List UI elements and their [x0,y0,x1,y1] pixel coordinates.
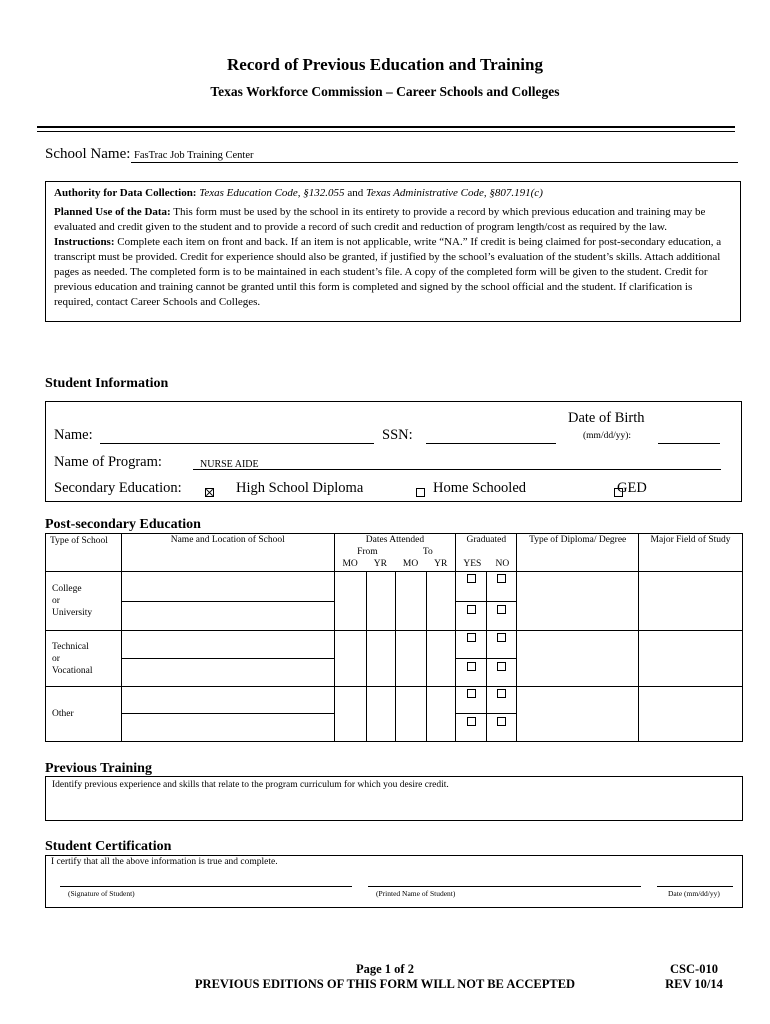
graduated-no-checkbox[interactable] [497,662,506,671]
header-type-of-school: Type of School [46,534,122,572]
group-line: Other [52,709,74,719]
yes-cell [456,687,487,714]
editions-notice: PREVIOUS EDITIONS OF THIS FORM WILL NOT BE ACCEPTED [194,977,576,991]
school-name-cell[interactable] [121,659,334,687]
dob-format: (mm/dd/yy): [583,431,632,441]
from-mo-cell[interactable] [334,572,367,631]
postsecondary-header-row [46,534,743,572]
to-mo-label: MO [402,559,419,569]
to-yr-cell[interactable] [427,572,456,631]
graduated-yes-checkbox[interactable] [467,633,476,642]
student-info-title: Student Information [45,376,169,391]
signature-label: (Signature of Student) [68,889,135,898]
page-number: Page 1 of 2 [356,962,414,976]
major-cell[interactable] [639,572,743,631]
header-major-field: Major Field of Study [639,534,743,572]
high-school-diploma-label: High School Diploma [236,480,364,496]
authority-and: and [344,187,366,199]
graduated-yes-checkbox[interactable] [467,574,476,583]
from-mo-label: MO [342,559,358,569]
ssn-field[interactable] [426,443,556,444]
no-label: NO [495,559,510,569]
major-cell[interactable] [639,687,743,742]
yes-cell [456,659,487,687]
from-yr-cell[interactable] [367,631,396,687]
instructions-text: Complete each item on front and back. If an item is not applicable, write “NA.” If credit is being claimed for post-secondary education, a transcript must be provided. Credit for experience should also be granted, if justified by the school’s evaluation of the student’s skills. Attach additional pages as needed. The completed form is to be maintained in each student’s file. A copy of the completed form will be given to the student. Credit for previous education and training cannot be granted until this form is completed and signed by the school official and the student. If clarification is required, contact Career Schools and Colleges. [54,236,722,308]
from-to-row [335,546,456,558]
diploma-cell[interactable] [517,631,639,687]
ged-label: GED [617,480,647,496]
group-line: or [52,596,60,606]
date-label: Date (mm/dd/yy) [668,889,720,898]
graduated-no-checkbox[interactable] [497,633,506,642]
table-row [46,687,743,714]
from-mo-cell[interactable] [334,631,367,687]
to-yr-cell[interactable] [427,631,456,687]
header-graduated [456,534,517,572]
date-field[interactable] [657,886,733,887]
major-cell[interactable] [639,631,743,687]
group-line: or [52,653,60,664]
group-line: College [52,584,82,594]
mo-yr-row [335,558,456,570]
to-mo-cell[interactable] [396,631,427,687]
education-code: Texas Education Code, §132.055 [199,187,345,199]
to-label: To [422,547,433,557]
yes-label: YES [463,559,482,569]
graduated-no-checkbox[interactable] [497,574,506,583]
previous-training-prompt: Identify previous experience and skills that relate to the program curriculum for which you desire credit. [52,780,449,790]
authority-paragraph [54,186,732,201]
program-underline [193,469,721,470]
ssn-label: SSN: [382,427,413,443]
from-mo-cell[interactable] [334,687,367,742]
form-subtitle: Texas Workforce Commission – Career Schools and Colleges [210,84,560,99]
secondary-education-label: Secondary Education: [54,480,182,496]
table-row [46,572,743,602]
planned-use-text: This form must be used by the school in its entirety to provide a record by which previous education and training may be evaluated and credit given to the student and to provide a record of such credit and reduction of program length/cost as required by the law. [54,206,706,233]
group-line: Vocational [52,665,93,676]
school-name-cell[interactable] [121,572,334,602]
yes-no-row [456,558,516,570]
previous-training-title: Previous Training [45,761,152,776]
previous-training-box[interactable] [45,776,743,821]
group-technical [46,631,122,687]
name-label: Name: [54,427,93,443]
graduated-yes-checkbox[interactable] [467,717,476,726]
header-diploma-type: Type of Diploma/ Degree [517,534,639,572]
no-cell [487,659,517,687]
printed-name-label: (Printed Name of Student) [376,889,456,898]
signature-field[interactable] [60,886,352,887]
graduated-no-checkbox[interactable] [497,689,506,698]
postsecondary-table [45,533,743,742]
program-label: Name of Program: [54,454,162,470]
from-label: From [357,547,378,557]
certification-title: Student Certification [45,839,172,854]
dob-field[interactable] [658,443,720,444]
to-mo-cell[interactable] [396,572,427,631]
graduated-label: Graduated [466,535,507,545]
no-cell [487,714,517,742]
yes-cell [456,631,487,659]
revision: REV 10/14 [665,977,723,991]
postsecondary-title: Post-secondary Education [45,517,201,532]
instructions-paragraph [54,235,732,310]
group-line: Technical [52,641,89,652]
school-name-label: School Name: [45,146,131,162]
certification-statement: I certify that all the above information is true and complete. [51,857,278,867]
no-cell [487,687,517,714]
school-name-cell[interactable] [121,687,334,714]
planned-use-paragraph [54,205,732,235]
form-number: CSC-010 [670,962,718,976]
yes-cell [456,572,487,602]
graduated-yes-checkbox[interactable] [467,662,476,671]
planned-use-label: Planned Use of the Data: [54,206,171,218]
dates-attended-label: Dates Attended [365,535,425,545]
school-name-cell[interactable] [121,631,334,659]
from-yr-cell[interactable] [367,572,396,631]
graduated-no-checkbox[interactable] [497,717,506,726]
program-field[interactable]: NURSE AIDE [200,459,259,470]
header-name-location: Name and Location of School [121,534,334,572]
header-divider [37,126,735,132]
graduated-yes-checkbox[interactable] [467,605,476,614]
yes-cell [456,714,487,742]
school-name-cell[interactable] [121,602,334,631]
no-cell [487,602,517,631]
graduated-no-checkbox[interactable] [497,605,506,614]
school-name-cell[interactable] [121,714,334,742]
to-yr-label: YR [434,559,448,569]
dob-label: Date of Birth [568,410,645,426]
to-yr-cell[interactable] [427,687,456,742]
graduated-yes-checkbox[interactable] [467,689,476,698]
form-title: Record of Previous Education and Training [227,55,543,74]
diploma-cell[interactable] [517,687,639,742]
header-dates-attended [334,534,456,572]
school-name-underline [131,162,738,163]
name-field[interactable] [100,443,374,444]
group-college [46,572,122,631]
table-row [46,631,743,659]
group-other [46,687,122,742]
no-cell [487,572,517,602]
to-mo-cell[interactable] [396,687,427,742]
diploma-cell[interactable] [517,572,639,631]
high-school-diploma-checkbox[interactable] [205,488,214,497]
instructions-label: Instructions: [54,236,115,248]
authority-label: Authority for Data Collection: [54,187,197,199]
home-schooled-checkbox[interactable] [416,488,425,497]
no-cell [487,631,517,659]
admin-code: Texas Administrative Code, §807.191(c) [365,187,543,199]
home-schooled-label: Home Schooled [433,480,527,496]
school-name-field[interactable]: FasTrac Job Training Center [134,150,254,161]
from-yr-label: YR [373,559,387,569]
authority-box [45,181,741,322]
group-line: University [52,608,93,618]
yes-cell [456,602,487,631]
printed-name-field[interactable] [368,886,641,887]
from-yr-cell[interactable] [367,687,396,742]
